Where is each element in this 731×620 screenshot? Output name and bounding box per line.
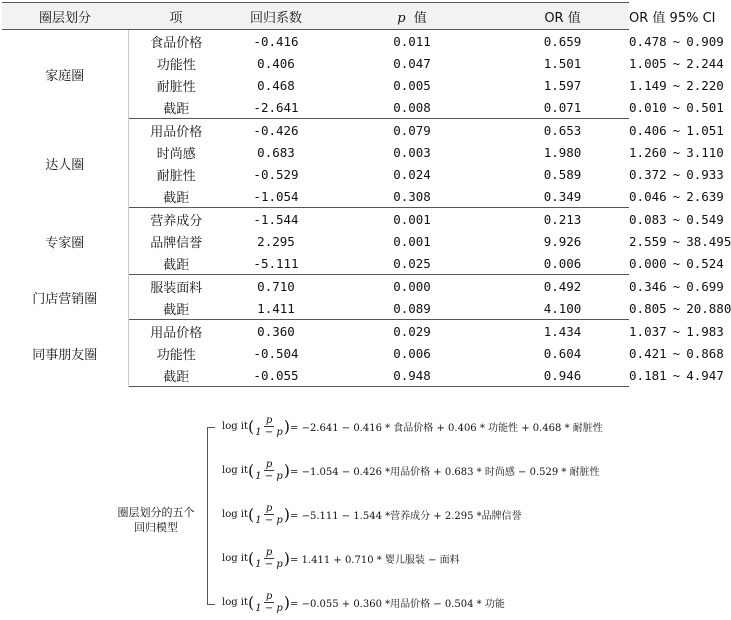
ci-high: 20.880 <box>686 300 731 316</box>
ci-high: 38.495 <box>686 233 731 249</box>
ci-high: 3.110 <box>686 144 724 160</box>
item-cell: 用品价格 <box>150 325 203 341</box>
group-name: 专家圈 <box>2 208 128 275</box>
or-cell: 4.100 <box>496 297 629 320</box>
p-cell: 0.079 <box>393 122 431 138</box>
item-cell: 耐脏性 <box>156 168 196 184</box>
ci-separator: ~ <box>672 255 681 271</box>
coef-cell: -1.544 <box>253 211 299 227</box>
close-paren: ) <box>283 593 291 612</box>
ci-low: 1.037 <box>629 323 667 339</box>
frac-top: p <box>265 503 273 514</box>
ci-high: 0.549 <box>686 211 724 227</box>
ci-separator: ~ <box>672 323 681 339</box>
or-cell: 0.659 <box>543 33 582 49</box>
open-paren: ( <box>248 593 255 612</box>
or-cell: 0.349 <box>496 185 629 208</box>
frac-top: p <box>265 591 273 602</box>
ci-high: 2.639 <box>686 188 724 204</box>
group-name: 家庭圈 <box>2 30 128 119</box>
ci-low: 0.421 <box>629 345 667 361</box>
ci-separator: ~ <box>672 77 681 93</box>
item-cell: 服装面料 <box>150 280 203 296</box>
frac-top: p <box>265 547 273 558</box>
ci-separator: ~ <box>672 211 681 227</box>
coef-cell: -5.111 <box>224 252 328 275</box>
or-cell: 1.597 <box>543 77 582 93</box>
odds-fraction <box>255 415 283 438</box>
group-name: 达人圈 <box>2 119 128 208</box>
coef-cell: -1.054 <box>224 185 328 208</box>
model-equation <box>222 591 505 614</box>
ci-low: 0.372 <box>629 166 667 182</box>
ci-low: 0.406 <box>629 122 667 138</box>
p-cell: 0.006 <box>393 345 431 361</box>
ci-high: 0.501 <box>686 99 724 115</box>
ci-separator: ~ <box>672 188 681 204</box>
ci-high: 2.220 <box>686 77 724 93</box>
ci-separator: ~ <box>672 367 681 383</box>
ci-separator: ~ <box>672 345 681 361</box>
header-p-suffix: 值 <box>413 10 427 26</box>
header-p-symbol: p <box>397 10 406 26</box>
p-cell: 0.011 <box>393 33 431 49</box>
p-cell: 0.005 <box>393 77 431 93</box>
or-cell: 1.501 <box>543 55 582 71</box>
regression-table <box>2 2 731 387</box>
bracket-tick <box>208 604 215 605</box>
model-equation <box>222 547 460 570</box>
table-header-row: 圈层划分 项 回归系数 p 值 OR 值 OR 值 95% CI <box>2 3 629 30</box>
item-cell: 截距 <box>128 364 224 387</box>
ci-low: 0.000 <box>629 255 667 271</box>
model-equation <box>222 459 600 482</box>
ci-low: 0.046 <box>629 188 667 204</box>
coef-cell: 2.295 <box>257 233 295 249</box>
header-or: OR 值 <box>496 3 629 30</box>
coef-cell: -0.504 <box>253 345 299 361</box>
ci-low: 1.260 <box>629 144 667 160</box>
or-cell: 0.589 <box>543 166 582 182</box>
ci-separator: ~ <box>672 300 681 316</box>
ci-separator: ~ <box>672 278 681 294</box>
or-cell: 1.434 <box>543 323 582 339</box>
coef-cell: -2.641 <box>224 96 328 119</box>
p-cell: 0.948 <box>328 364 496 387</box>
ci-low: 2.559 <box>629 233 667 249</box>
equation-rhs: = −1.054 − 0.426 *用品价格 + 0.683 * 时尚感 − 0.529 * 耐脏性 <box>290 467 600 478</box>
item-cell: 截距 <box>128 185 224 208</box>
item-cell: 功能性 <box>156 57 196 73</box>
p-cell: 0.308 <box>328 185 496 208</box>
ci-separator: ~ <box>672 99 681 115</box>
root-label-line1: 圈层划分的五个 <box>117 506 195 519</box>
equation-rhs: = −5.111 − 1.544 *营养成分 + 2.295 *品牌信誉 <box>290 511 522 522</box>
open-paren: ( <box>248 461 255 480</box>
bracket-tick <box>208 427 215 428</box>
logit-prefix: log it <box>222 553 249 564</box>
ci-high: 0.909 <box>686 33 724 49</box>
coef-cell: 0.406 <box>257 55 295 71</box>
ci-high: 0.699 <box>686 278 724 294</box>
frac-bottom: 1 − p <box>255 515 283 526</box>
model-equation <box>222 415 603 438</box>
logit-prefix: log it <box>222 421 249 432</box>
odds-fraction <box>255 503 283 526</box>
header-group: 圈层划分 <box>2 3 128 30</box>
logit-prefix: log it <box>222 465 249 476</box>
item-cell: 时尚感 <box>156 146 196 162</box>
ci-separator: ~ <box>672 233 681 249</box>
ci-low: 0.805 <box>629 300 667 316</box>
close-paren: ) <box>283 505 291 524</box>
ci-low: 1.149 <box>629 77 667 93</box>
ci-low: 0.181 <box>629 367 667 383</box>
open-paren: ( <box>248 417 255 436</box>
ci-low: 0.010 <box>629 99 667 115</box>
odds-fraction <box>255 591 283 614</box>
equation-rhs: = −2.641 − 0.416 * 食品价格 + 0.406 * 功能性 + 0.468 * 耐脏性 <box>290 423 603 434</box>
or-cell: 0.946 <box>496 364 629 387</box>
item-cell: 食品价格 <box>150 35 203 51</box>
ci-separator: ~ <box>672 144 681 160</box>
ci-separator: ~ <box>672 33 681 49</box>
open-paren: ( <box>248 505 255 524</box>
or-cell: 0.006 <box>496 252 629 275</box>
ci-high: 2.244 <box>686 55 724 71</box>
ci-high: 4.947 <box>686 367 724 383</box>
frac-bottom: 1 − p <box>255 427 283 438</box>
ci-low: 0.478 <box>629 33 667 49</box>
coef-cell: 0.710 <box>257 278 295 294</box>
ci-low: 0.346 <box>629 278 667 294</box>
item-cell: 用品价格 <box>150 124 203 140</box>
p-cell: 0.025 <box>328 252 496 275</box>
frac-top: p <box>265 415 273 426</box>
coef-cell: 0.360 <box>257 323 295 339</box>
p-cell: 0.029 <box>393 323 431 339</box>
equation-rhs: = 1.411 + 0.710 * 婴儿服装 − 面料 <box>290 555 460 566</box>
table-row <box>2 275 629 298</box>
frac-top: p <box>265 459 273 470</box>
header-coef: 回归系数 <box>224 3 328 30</box>
coef-cell: -0.426 <box>253 122 299 138</box>
models-bracket <box>207 427 216 605</box>
or-cell: 0.071 <box>496 96 629 119</box>
p-cell: 0.000 <box>393 278 431 294</box>
close-paren: ) <box>283 417 291 436</box>
odds-fraction <box>255 547 283 570</box>
equation-rhs: = −0.055 + 0.360 *用品价格 − 0.504 * 功能 <box>290 599 505 610</box>
or-cell: 0.213 <box>543 211 582 227</box>
header-p <box>328 3 496 30</box>
frac-bottom: 1 − p <box>255 471 283 482</box>
group-name: 同事朋友圈 <box>2 320 128 387</box>
ci-separator: ~ <box>672 166 681 182</box>
open-paren: ( <box>248 549 255 568</box>
model-equation <box>222 503 522 526</box>
item-cell: 截距 <box>128 297 224 320</box>
regression-models-diagram <box>0 405 632 620</box>
item-cell: 截距 <box>128 96 224 119</box>
p-cell: 0.003 <box>393 144 431 160</box>
p-cell: 0.024 <box>393 166 431 182</box>
logit-prefix: log it <box>222 597 249 608</box>
group-name: 门店营销圈 <box>2 275 128 320</box>
item-cell: 耐脏性 <box>156 79 196 95</box>
ci-low: 1.005 <box>629 55 667 71</box>
coef-cell: -0.529 <box>253 166 299 182</box>
ci-high: 1.051 <box>686 122 724 138</box>
item-cell: 营养成分 <box>150 213 203 229</box>
or-cell: 9.926 <box>543 233 582 249</box>
coef-cell: 0.468 <box>257 77 295 93</box>
table-row <box>2 320 629 343</box>
frac-bottom: 1 − p <box>255 603 283 614</box>
ci-high: 0.933 <box>686 166 724 182</box>
ci-separator: ~ <box>672 55 681 71</box>
root-label-line2: 回归模型 <box>134 521 178 534</box>
close-paren: ) <box>283 461 291 480</box>
close-paren: ) <box>283 549 291 568</box>
ci-separator: ~ <box>672 122 681 138</box>
coef-cell: 0.683 <box>257 144 295 160</box>
ci-low: 0.083 <box>629 211 667 227</box>
p-cell: 0.001 <box>393 211 431 227</box>
coef-cell: -0.055 <box>224 364 328 387</box>
coef-cell: 1.411 <box>224 297 328 320</box>
ci-high: 1.983 <box>686 323 724 339</box>
or-cell: 0.492 <box>543 278 582 294</box>
p-cell: 0.008 <box>328 96 496 119</box>
item-cell: 品牌信誉 <box>150 235 203 251</box>
logit-prefix: log it <box>222 509 249 520</box>
table-row <box>2 208 629 231</box>
table-row <box>2 119 629 142</box>
or-cell: 1.980 <box>543 144 582 160</box>
odds-fraction <box>255 459 283 482</box>
p-cell: 0.089 <box>328 297 496 320</box>
ci-high: 0.524 <box>686 255 724 271</box>
p-cell: 0.001 <box>393 233 431 249</box>
models-root-label <box>110 505 202 535</box>
or-cell: 0.604 <box>543 345 582 361</box>
item-cell: 截距 <box>128 252 224 275</box>
coef-cell: -0.416 <box>253 33 299 49</box>
item-cell: 功能性 <box>156 347 196 363</box>
or-cell: 0.653 <box>543 122 582 138</box>
frac-bottom: 1 − p <box>255 559 283 570</box>
ci-high: 0.868 <box>686 345 724 361</box>
p-cell: 0.047 <box>393 55 431 71</box>
table-row <box>2 30 629 53</box>
header-item: 项 <box>128 3 224 30</box>
